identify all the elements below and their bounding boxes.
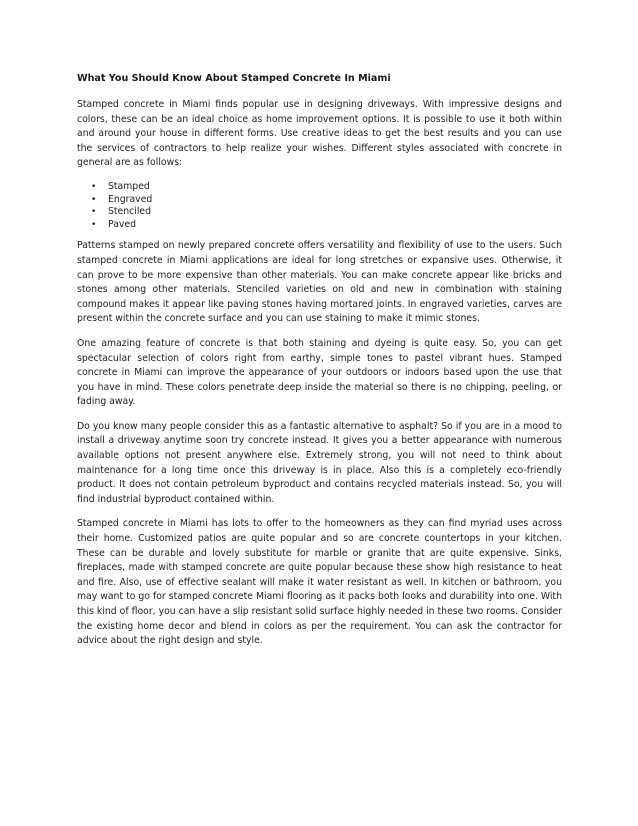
document-title: What You Should Know About Stamped Concrete In Miami — [77, 73, 391, 84]
body-paragraph-patterns: Patterns stamped on newly prepared concrete offers versatility and flexibility of use to the users. Such stamped concrete in Miami applications are ideal for long stretches or expansive uses. Otherwise, it can prove to be more expensive than other materials. You can make concrete appear like bricks and stones among other materials. Stenciled varieties on old and new in combination with staining compound makes it appear like paving stones having mortared joints. In engraved varieties, carves are present within the concrete surface and you can use staining to make it mimic stones. — [77, 240, 562, 325]
bullet-icon: • — [91, 181, 97, 192]
list-item — [77, 194, 562, 207]
list-item-text: Stamped — [108, 180, 150, 192]
body-paragraph-driveway: Do you know many people consider this as a fantastic alternative to asphalt? So if you are in a mood to install a driveway anytime soon try concrete instead. It gives you a better appearance with numerous available options not present anywhere else. Extremely strong, you will not need to think about maintenance for a long time once this driveway is in place. Also this is a completely eco-friendly product. It does not contain petroleum byproduct and contains recycled materials instead. So, you will find industrial byproduct contained within. — [77, 420, 562, 505]
styles-list — [77, 181, 562, 231]
list-item — [77, 181, 562, 194]
list-item — [77, 206, 562, 219]
bullet-icon: • — [91, 194, 97, 205]
bullet-icon: • — [91, 207, 97, 218]
body-paragraph-colors: One amazing feature of concrete is that both staining and dyeing is quite easy. So, you can get spectacular selection of colors right from earthy, simple tones to pastel vibrant hues. Stamped concrete in Miami can improve the appearance of your outdoors or indoors based upon the use that you have in mind. These colors penetrate deep inside the material so there is no chipping, peeling, or fading away. — [77, 337, 562, 408]
list-item-text: Stenciled — [108, 206, 152, 218]
bullet-icon: • — [91, 219, 97, 230]
body-paragraph-homeowners: Stamped concrete in Miami has lots to offer to the homeowners as they can find myriad uses across their home. Customized patios are quite popular and so are concrete countertops in your kitchen. These can be durable and lovely substitute for marble or granite that are quite expensive. Sinks, fireplaces, made with stamped concrete are quite popular because these show high resistance to heat and fire. Also, use of effective sealant will make it water resistant as well. In kitchen or bathroom, you may want to go for stamped concrete Miami flooring as it packs both looks and durability into one. With this kind of floor, you can have a slip resistant solid surface highly needed in these two rooms. Consider the existing home decor and blend in colors as per the requirement. You can ask the contractor for advice about the right design and style. — [77, 518, 562, 647]
intro-paragraph: Stamped concrete in Miami finds popular use in designing driveways. With impressive designs and colors, these can be an ideal choice as home improvement options. It is possible to use it both within and around your house in different forms. Use creative ideas to get the best results and you can use the services of contractors to help realize your wishes. Different styles associated with concrete in general are as follows: — [77, 99, 562, 169]
document-page — [77, 72, 562, 659]
list-item-text: Engraved — [108, 193, 153, 205]
list-item-text: Paved — [108, 218, 137, 230]
list-item — [77, 219, 562, 232]
